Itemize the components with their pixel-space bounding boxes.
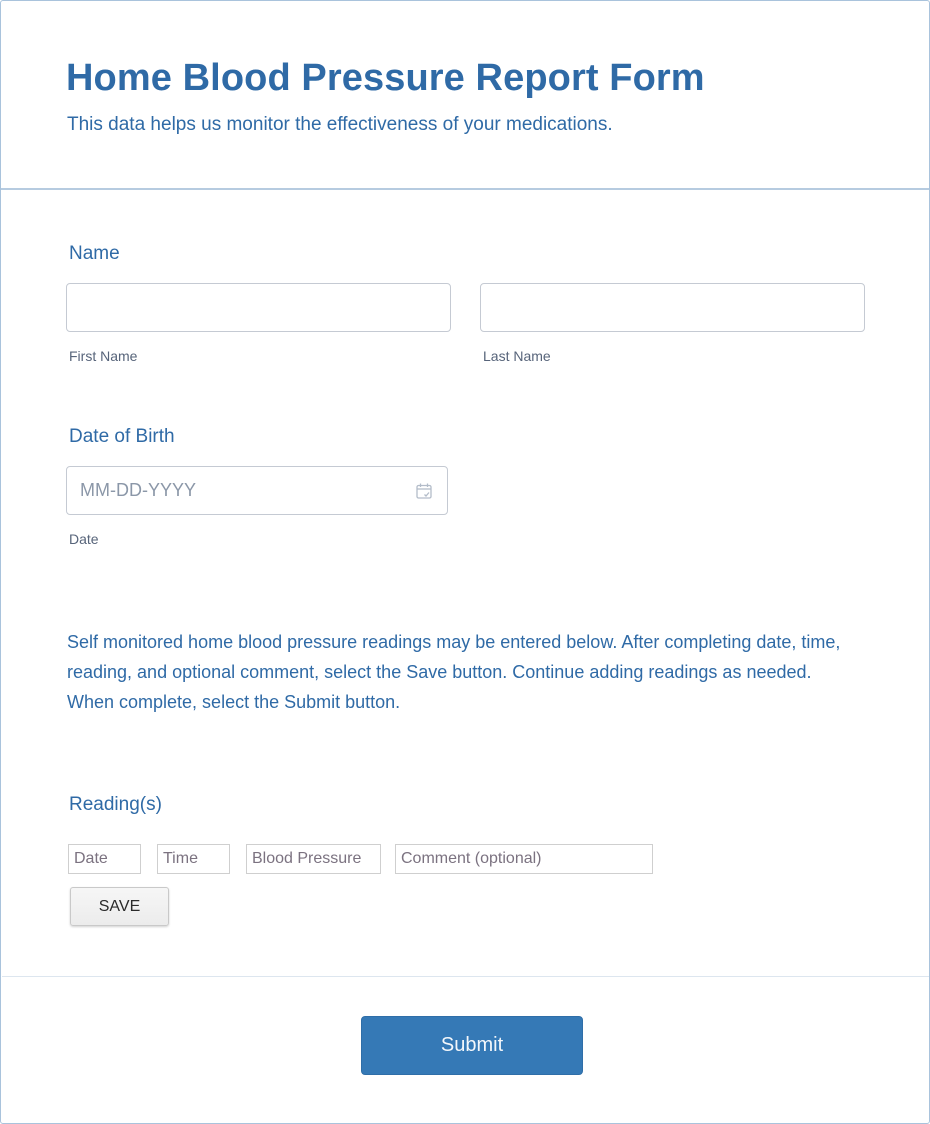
readings-label: Reading(s) — [69, 794, 162, 815]
name-label: Name — [69, 243, 120, 264]
calendar-icon[interactable] — [415, 482, 433, 500]
page-subtitle: This data helps us monitor the effectiveness of your medications. — [67, 114, 613, 135]
save-button[interactable]: SAVE — [70, 887, 169, 926]
footer-divider — [2, 976, 929, 977]
reading-comment-input[interactable] — [395, 844, 653, 874]
instructions-text: Self monitored home blood pressure readings may be entered below. After completing date, time, reading, and optional comment, select the Save button. Continue adding readings as needed. When complete, select the Submit button. — [67, 632, 841, 712]
first-name-sublabel: First Name — [69, 348, 138, 364]
last-name-sublabel: Last Name — [483, 348, 551, 364]
page-title: Home Blood Pressure Report Form — [66, 57, 705, 99]
form-header — [1, 1, 929, 190]
dob-label: Date of Birth — [69, 426, 175, 447]
reading-blood-pressure-input[interactable] — [246, 844, 381, 874]
dob-date-input[interactable] — [66, 466, 448, 515]
last-name-input[interactable] — [480, 283, 865, 332]
reading-time-input[interactable] — [157, 844, 230, 874]
reading-date-input[interactable] — [68, 844, 141, 874]
submit-button[interactable]: Submit — [361, 1016, 583, 1075]
first-name-input[interactable] — [66, 283, 451, 332]
dob-sublabel: Date — [69, 531, 99, 547]
